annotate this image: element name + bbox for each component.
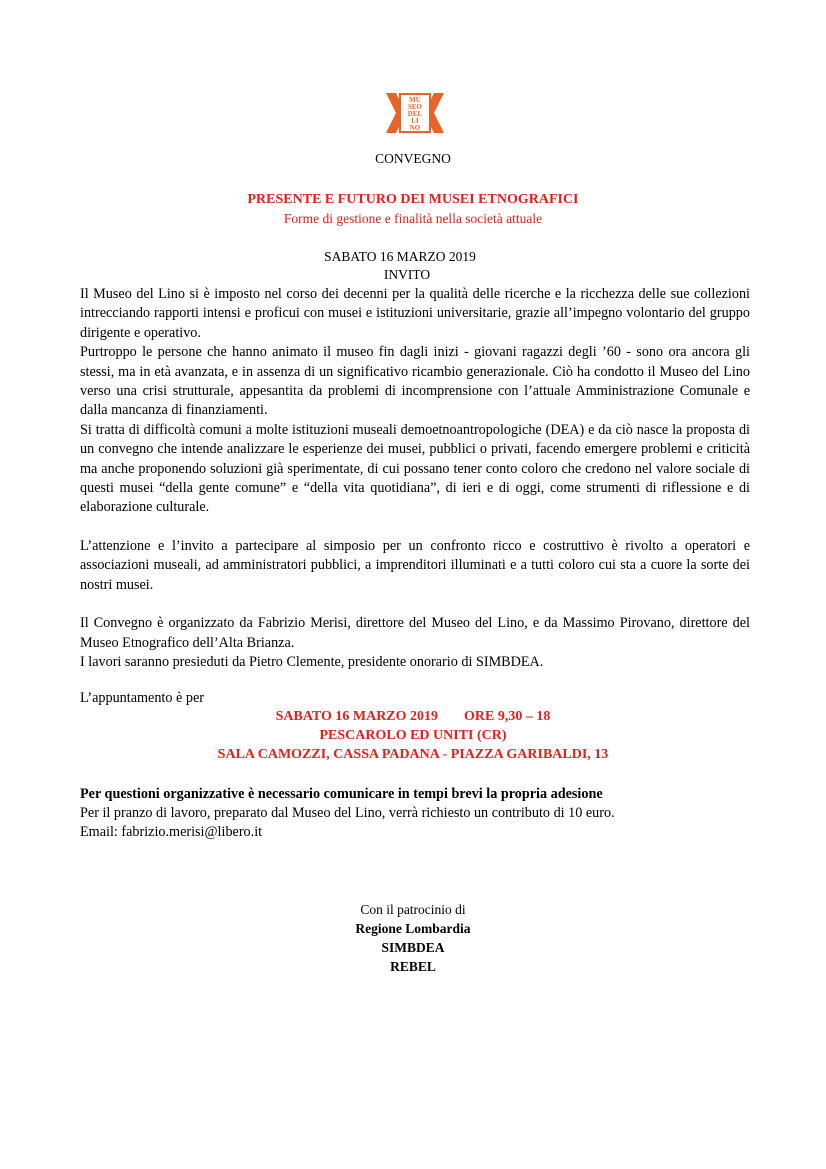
paragraph-proposal: Si tratta di difficoltà comuni a molte istituzioni museali demoetnoantropologiche (DEA) e da ciò nasce la proposta di un convegno che intende analizzare le esperienze dei musei, pubblici o privati, facendo emergere problemi e criticità ma anche proponendo soluzioni già sperimentate, di cui possano tener conto coloro che credono nel valore sociale di questi musei “della gente comune” e “della vita quotidiana”, di ieri e di oggi, come strumenti di riflessione e di elaborazione culturale. (80, 421, 750, 516)
logo-line-2: SEO (407, 103, 423, 111)
appointment-place: PESCAROLO ED UNITI (CR) (319, 728, 507, 743)
logo-line-1: MU (409, 96, 421, 104)
appointment-venue: SALA CAMOZZI, CASSA PADANA - PIAZZA GARIBALDI, 13 (217, 747, 609, 762)
paragraph-chair: I lavori saranno presieduti da Pietro Clemente, presidente onorario di SIMBDEA. (80, 653, 544, 670)
sponsor-simbdea: SIMBDEA (381, 940, 445, 955)
logo-line-5: NO (409, 124, 421, 132)
event-kind: CONVEGNO (375, 151, 451, 166)
event-date: SABATO 16 MARZO 2019 (324, 249, 476, 264)
registration-notice: Per questioni organizzative è necessario comunicare in tempi brevi la propria adesione (80, 786, 603, 802)
appointment-time: ORE 9,30 – 18 (464, 709, 551, 724)
sponsor-rebel: REBEL (390, 959, 436, 974)
paragraph-museum-history: Il Museo del Lino si è imposto nel corso dei decenni per la qualità delle ricerche e la ricchezza delle sue collezioni intrecciando rapporti intensi e proficui con musei e istituzioni universitarie, grazie all’impegno volontario del gruppo dirigente e operativo. (80, 286, 750, 341)
logo-line-4: LI (411, 117, 419, 125)
logo-line-3: DEL (407, 110, 423, 118)
event-title: PRESENTE E FUTURO DEI MUSEI ETNOGRAFICI (247, 192, 579, 207)
invite-heading: INVITO (383, 267, 431, 282)
paragraph-audience: L’attenzione e l’invito a partecipare al simposio per un confronto ricco e costruttivo è rivolto a operatori e associazioni museali, ad amministratori pubblici, a imprenditori illuminati e a tutti coloro cui sta a cuore la sorte dei nostri musei. (80, 537, 750, 593)
paragraph-crisis: Purtroppo le persone che hanno animato il museo fin dagli inizi - giovani ragazzi degli ’60 - sono ora ancora gli stessi, ma in età avanzata, e in assenza di un significativo ricambio generazionale. Ciò ha condotto il Museo del Lino verso una crisi strutturale, appesantita da problemi di incomprensione con l’attuale Amministrazione Comunale e dalla mancanza di finanziamenti. (80, 344, 750, 419)
paragraph-organizers: Il Convegno è organizzato da Fabrizio Merisi, direttore del Museo del Lino, e da Massimo Pirovano, direttore del Museo Etnografico dell’Alta Brianza. (80, 615, 750, 651)
museo-del-lino-logo (386, 93, 444, 133)
appointment-date: SABATO 16 MARZO 2019 (275, 709, 439, 724)
appointment-datetime (0, 708, 826, 726)
contact-email: Email: fabrizio.merisi@libero.it (80, 824, 263, 840)
patronage-intro: Con il patrocinio di (360, 902, 466, 917)
event-subtitle: Forme di gestione e finalità nella società attuale (283, 211, 543, 226)
lunch-info: Per il pranzo di lavoro, preparato dal Museo del Lino, verrà richiesto un contributo di 10 euro. (80, 805, 615, 821)
appointment-intro: L’appuntamento è per (80, 690, 204, 706)
sponsor-regione-lombardia: Regione Lombardia (355, 921, 471, 936)
body-text (80, 285, 750, 672)
